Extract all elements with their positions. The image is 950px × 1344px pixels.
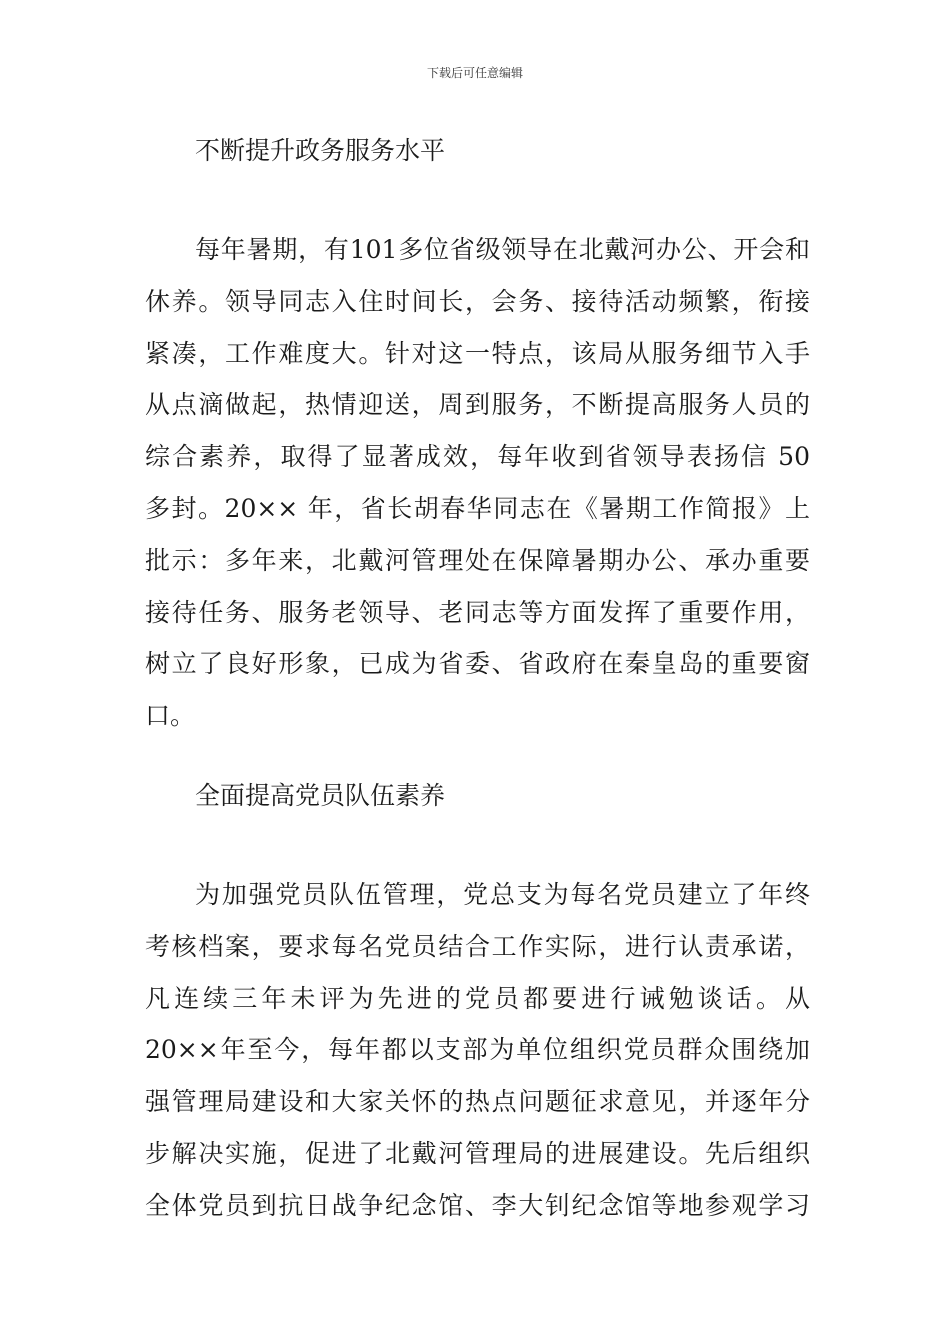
paragraph-service <box>145 230 810 748</box>
paragraph-line: 接待任务、服务老领导、老同志等方面发挥了重要作用， <box>145 597 810 627</box>
paragraph-line: 每年暑期，有101多位省级领导在北戴河办公、开会和 <box>195 235 810 264</box>
paragraph-line: 全体党员到抗日战争纪念馆、李大钊纪念馆等地参观学习 <box>145 1190 810 1220</box>
paragraph-line: 树立了良好形象，已成为省委、省政府在秦皇岛的重要窗 <box>145 649 810 679</box>
paragraph-line: 口。 <box>145 701 196 731</box>
paragraph-line: 批示：多年来，北戴河管理处在保障暑期办公、承办重要 <box>145 545 810 575</box>
paragraph-party <box>145 875 810 1238</box>
header-note: 下载后可任意编辑 <box>426 66 523 80</box>
paragraph-line: 紧凑，工作难度大。针对这一特点，该局从服务细节入手 <box>145 338 810 368</box>
paragraph-line: 多封。20×× 年，省长胡春华同志在《暑期工作简报》上 <box>145 493 810 523</box>
paragraph-line: 综合素养，取得了显著成效，每年收到省领导表扬信 50 <box>145 442 810 472</box>
section-heading-service: 不断提升政务服务水平 <box>195 136 446 165</box>
paragraph-line: 休养。领导同志入住时间长，会务、接待活动频繁，衔接 <box>145 286 810 316</box>
paragraph-line: 为加强党员队伍管理，党总支为每名党员建立了年终 <box>195 880 810 909</box>
section-heading-party: 全面提高党员队伍素养 <box>195 781 446 810</box>
paragraph-line: 步解决实施，促进了北戴河管理局的进展建设。先后组织 <box>145 1138 810 1168</box>
paragraph-line: 20××年至今，每年都以支部为单位组织党员群众围绕加 <box>145 1035 810 1065</box>
paragraph-line: 考核档案，要求每名党员结合工作实际，进行认责承诺， <box>145 931 810 961</box>
paragraph-line: 强管理局建设和大家关怀的热点问题征求意见，并逐年分 <box>145 1087 810 1117</box>
paragraph-line: 凡连续三年未评为先进的党员都要进行诫勉谈话。从 <box>145 983 810 1013</box>
paragraph-line: 从点滴做起，热情迎送，周到服务，不断提高服务人员的 <box>145 390 810 420</box>
